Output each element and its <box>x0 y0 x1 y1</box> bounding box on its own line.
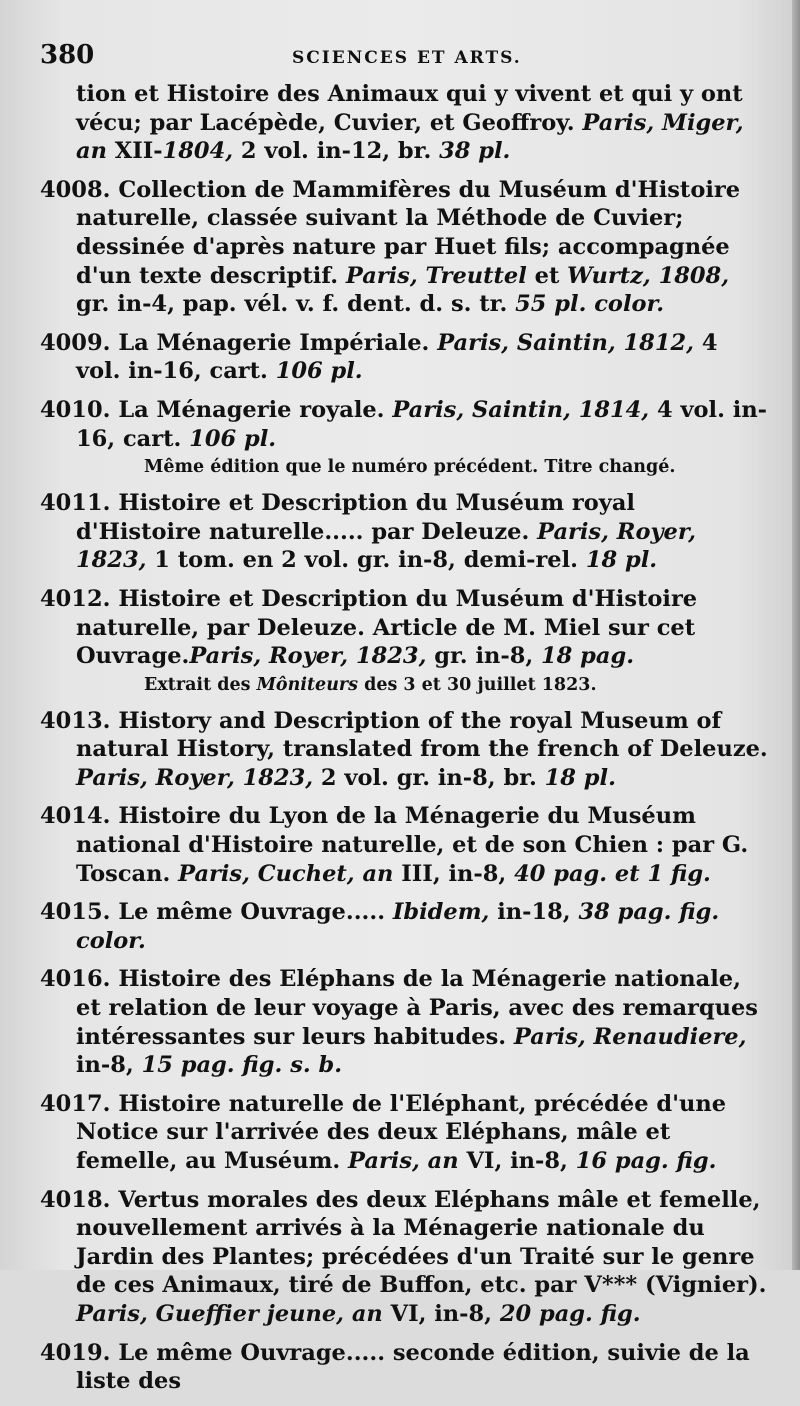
page-spine-shadow <box>792 0 800 1270</box>
page-header <box>40 40 760 76</box>
entry-4013: 4013. History and Description of the royal Museum of natural History, translated from the french of Deleuze. Paris, Royer, 1823, 2 vol. gr. in-8, br. 18 pl. <box>40 707 768 791</box>
entry-4011: 4011. Histoire et Description du Muséum royal d'Histoire naturelle..... par Deleuze. Paris, Royer, 1823, 1 tom. en 2 vol. gr. in-8, demi-rel. 18 pl. <box>40 490 696 574</box>
entry-4015: 4015. Le même Ouvrage..... Ibidem, in-18, 38 pag. fig. color. <box>40 899 720 954</box>
entry-4014: 4014. Histoire du Lyon de la Ménagerie du Muséum national d'Histoire naturelle, et de son Chien : par G. Toscan. Paris, Cuchet, an III, in-8, 40 pag. et 1 fig. <box>40 803 749 887</box>
page-body <box>40 80 768 1406</box>
page-number: 380 <box>40 40 95 70</box>
entry-4008: 4008. Collection de Mammifères du Muséum d'Histoire naturelle, classée suivant la Méthode de Cuvier; dessinée d'après nature par Huet fils; accompagnée d'un texte descriptif. Paris, Treuttel et Wurtz, 1808, gr. in-4, pap. vél. v. f. dent. d. s. tr. 55 pl. color. <box>40 176 741 318</box>
running-head: SCIENCES ET ARTS. <box>292 48 522 68</box>
entry-4019: 4019. Le même Ouvrage..... seconde édition, suivie de la liste des <box>40 1339 750 1395</box>
entry-4012: 4012. Histoire et Description du Muséum d'Histoire naturelle, par Deleuze. Article de M. Miel sur cet Ouvrage.Paris, Royer, 1823, gr. in-8, 18 pag. <box>40 585 698 670</box>
continued-entry: tion et Histoire des Animaux qui y vivent et qui y ont vécu; par Lacépède, Cuvier, et Geoffroy. Paris, Miger, an XII-1804, 2 vol. in-12, br. 38 pl. <box>76 81 744 165</box>
note-4010: Même édition que le numéro précédent. Titre changé. <box>144 457 676 478</box>
entry-4010: 4010. La Ménagerie royale. Paris, Saintin, 1814, 4 vol. in-16, cart. 106 pl. <box>40 396 768 452</box>
entry-4009: 4009. La Ménagerie Impériale. Paris, Saintin, 1812, 4 vol. in-16, cart. 106 pl. <box>40 329 718 385</box>
entry-4016: 4016. Histoire des Eléphans de la Ménagerie nationale, et relation de leur voyage à Paris, avec des remarques intéressantes sur leurs habitudes. Paris, Renaudiere, in-8, 15 pag. fig. s. b. <box>40 966 758 1079</box>
note-4012: Extrait des Môniteurs des 3 et 30 juillet 1823. <box>144 674 597 695</box>
entry-4017: 4017. Histoire naturelle de l'Eléphant, précédée d'une Notice sur l'arrivée des deux Eléphans, mâle et femelle, au Muséum. Paris, an VI, in-8, 16 pag. fig. <box>40 1090 727 1174</box>
entry-4018: 4018. Vertus morales des deux Eléphans mâle et femelle, nouvellement arrivés à la Ménagerie nationale du Jardin des Plantes; précédées d'un Traité sur le genre de ces Animaux, tiré de Buffon, etc. par V*** (Vignier). Paris, Gueffier jeune, an VI, in-8, 20 pag. fig. <box>40 1186 767 1327</box>
